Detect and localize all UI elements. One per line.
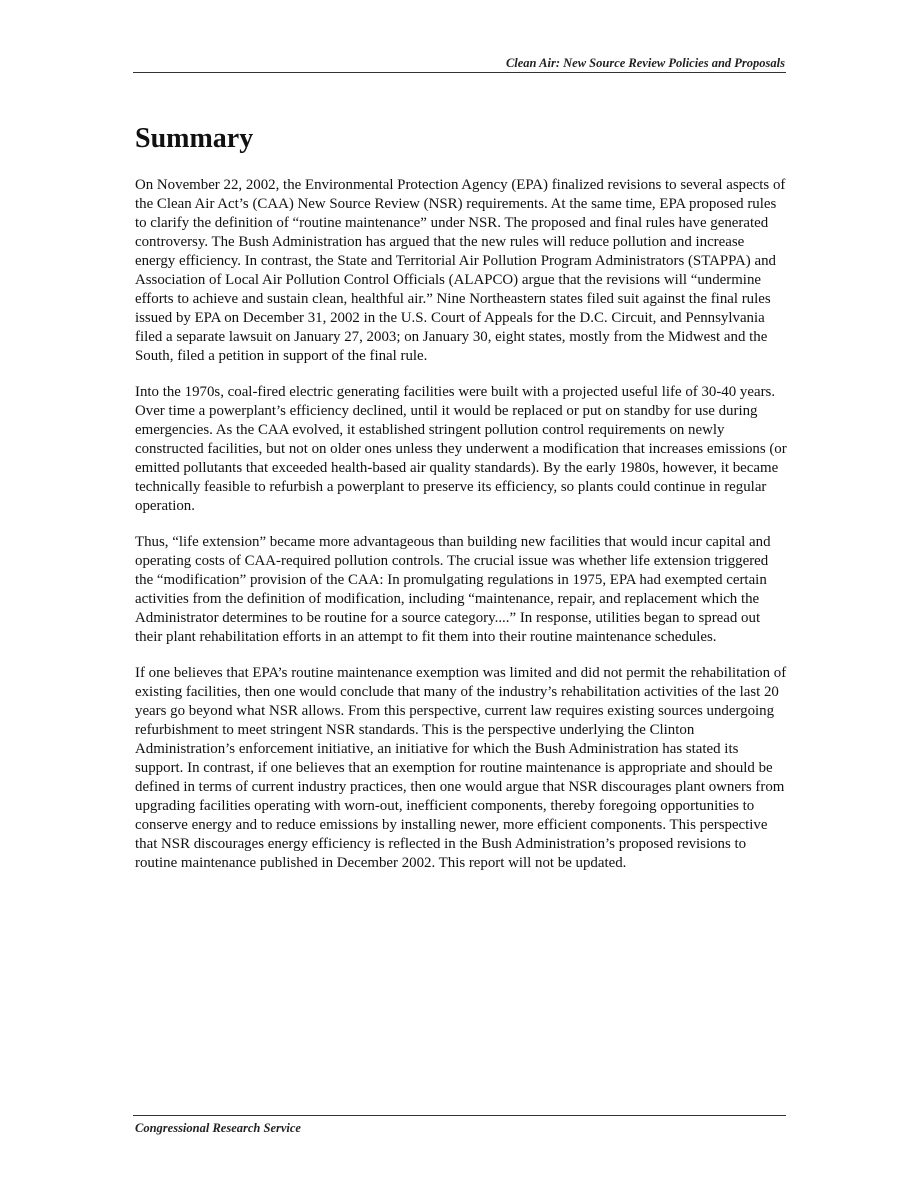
paragraph: Thus, “life extension” became more advantageous than building new facilities that would incur capital and operating costs of CAA-required pollution controls. The crucial issue was whether life extension triggered the “modification” provision of the CAA: In promulgating regulations in 1975, EPA had exempted certain activities from the definition of modification, including “maintenance, repair, and replacement which the Administrator determines to be routine for a source category....” In response, utilities began to spread out their plant rehabilitation efforts in an attempt to fit them into their routine maintenance schedules. [135, 534, 771, 645]
running-header: Clean Air: New Source Review Policies and Proposals [505, 56, 785, 70]
header-divider [133, 72, 786, 73]
paragraph: If one believes that EPA’s routine maintenance exemption was limited and did not permit the rehabilitation of existing facilities, then one would conclude that many of the industry’s rehabilitation activities of the last 20 years go beyond what NSR allows. From this perspective, current law requires existing sources undergoing refurbishment to meet stringent NSR standards. This is the perspective underlying the Clinton Administration’s enforcement initiative, an initiative for which the Bush Administration has stated its support. In contrast, if one believes that an exemption for routine maintenance is appropriate and should be defined in terms of current industry practices, then one would argue that NSR discourages plant owners from upgrading facilities operating with worn-out, inefficient components, thereby foregoing opportunities to conserve energy and to reduce emissions by installing newer, more efficient components. This perspective that NSR discourages energy efficiency is reflected in the Bush Administration’s proposed revisions to routine maintenance published in December 2002. This report will not be updated. [135, 665, 787, 871]
footer-divider [133, 1115, 786, 1116]
summary-body [135, 176, 787, 890]
section-title: Summary [135, 123, 254, 154]
paragraph: Into the 1970s, coal-fired electric generating facilities were built with a projected useful life of 30-40 years. Over time a powerplant’s efficiency declined, until it would be replaced or put on standby for use during emergencies. As the CAA evolved, it established stringent pollution control requirements on newly constructed facilities, but not on older ones unless they underwent a modification that increases emissions (or emitted pollutants that exceeded health-based air quality standards). By the early 1980s, however, it became technically feasible to refurbish a powerplant to preserve its efficiency, so plants could continue in regular operation. [135, 384, 787, 514]
paragraph: On November 22, 2002, the Environmental Protection Agency (EPA) finalized revisions to several aspects of the Clean Air Act’s (CAA) New Source Review (NSR) requirements. At the same time, EPA proposed rules to clarify the definition of “routine maintenance” under NSR. The proposed and final rules have generated controversy. The Bush Administration has argued that the new rules will reduce pollution and increase energy efficiency. In contrast, the State and Territorial Air Pollution Program Administrators (STAPPA) and Association of Local Air Pollution Control Officials (ALAPCO) argue that the revisions will “undermine efforts to achieve and sustain clean, healthful air.” Nine Northeastern states filed suit against the final rules issued by EPA on December 31, 2002 in the U.S. Court of Appeals for the D.C. Circuit, and Pennsylvania filed a separate lawsuit on January 27, 2003; on January 30, eight states, mostly from the Midwest and the South, filed a petition in support of the final rule. [135, 177, 786, 364]
running-footer: Congressional Research Service [135, 1121, 301, 1135]
